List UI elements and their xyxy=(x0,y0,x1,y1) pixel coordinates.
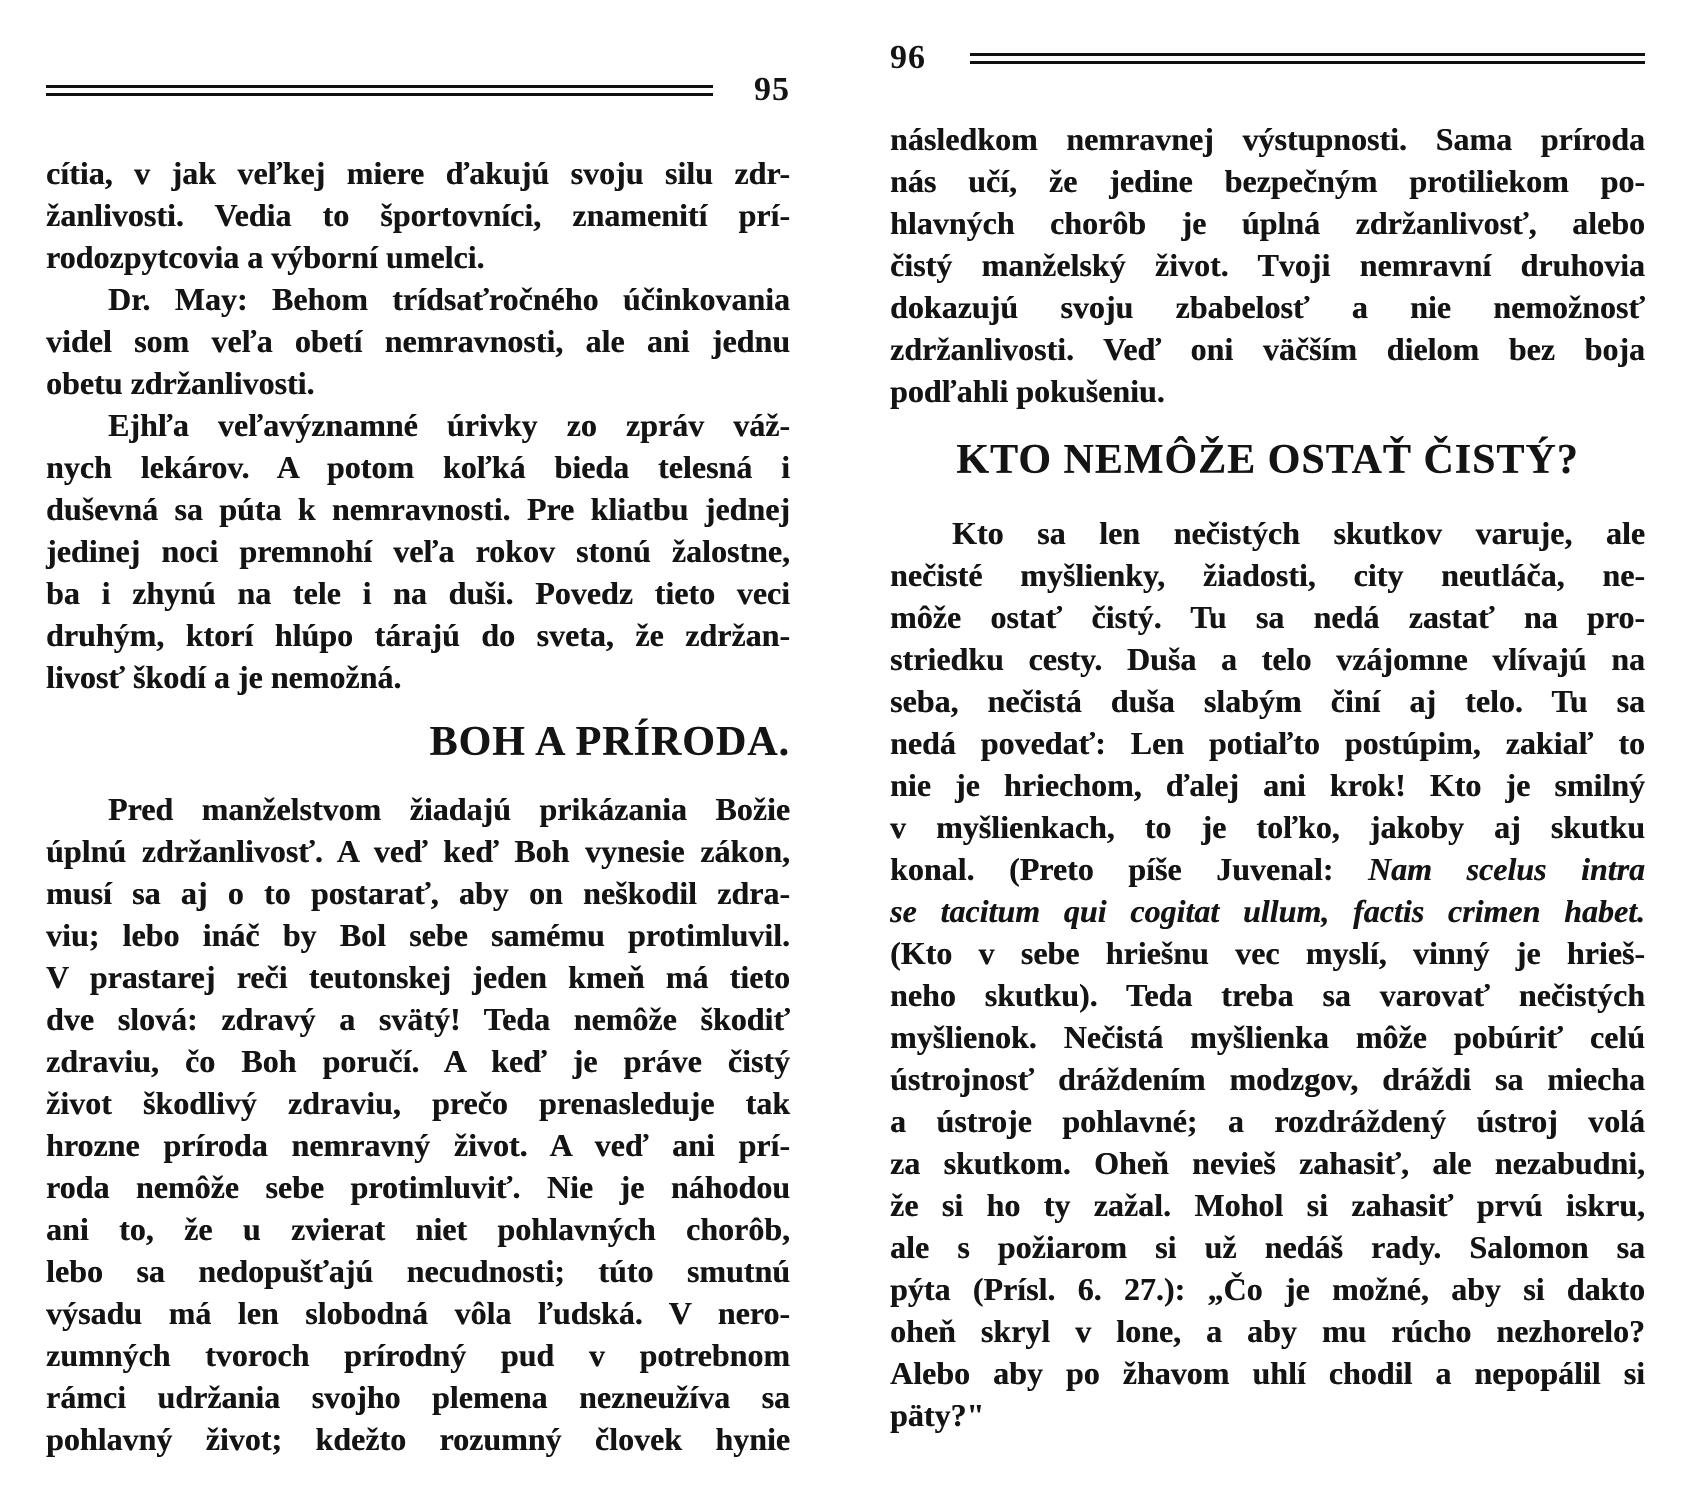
paragraph xyxy=(890,512,1645,1436)
text-line: päty?" xyxy=(890,1397,985,1433)
text-line: ani to, že u zvierat niet pohlavných chorôb, xyxy=(46,1211,790,1247)
text-line: nás učí, že jedine bezpečným protiliekom po- xyxy=(890,163,1645,199)
page-96 xyxy=(890,0,1645,1500)
latin-quote-segment: Nam scelus intra xyxy=(1367,851,1646,887)
text-line: videl som veľa obetí nemravnosti, ale ani jednu xyxy=(46,323,790,359)
text-line: (Kto v sebe hriešnu vec myslí, vinný je hrieš- xyxy=(890,935,1645,971)
text-line: za skutkom. Oheň nevieš zahasiť, ale nezabudni, xyxy=(890,1145,1645,1181)
text-line: druhým, ktorí hlúpo tárajú do sveta, že zdržan- xyxy=(46,617,790,653)
page-number-96: 96 xyxy=(890,39,926,76)
page-95-header xyxy=(46,72,790,108)
header-rule xyxy=(46,85,713,96)
text-line xyxy=(890,848,1645,890)
text-line xyxy=(890,890,1645,932)
text-line: dve slová: zdravý a svätý! Teda nemôže škodiť xyxy=(46,1001,790,1037)
header-rule xyxy=(970,53,1645,64)
text-line: Pred manželstvom žiadajú prikázania Božie xyxy=(108,791,790,827)
page-96-header xyxy=(890,40,1645,76)
text-line: musí sa aj o to postarať, aby on neškodil zdra- xyxy=(46,875,790,911)
paragraph xyxy=(46,404,790,698)
text-line: nie je hriechom, ďalej ani krok! Kto je smilný xyxy=(890,767,1645,803)
text-line: v myšlienkach, to je toľko, jakoby aj skutku xyxy=(890,809,1645,845)
text-line: neho skutku). Teda treba sa varovať nečistých xyxy=(890,977,1645,1013)
text-line: môže ostať čistý. Tu sa nedá zastať na pro- xyxy=(890,599,1645,635)
text-line: výsadu má len slobodná vôla ľudská. V nero- xyxy=(46,1295,790,1331)
text-line: dokazujú svoju zbabelosť a nie nemožnosť xyxy=(890,289,1645,325)
text-line: rámci udržania svojho plemena nezneužíva sa xyxy=(46,1379,790,1415)
text-line: pýta (Prísl. 6. 27.): „Čo je možné, aby si dakto xyxy=(890,1271,1645,1307)
text-line: čistý manželský život. Tvoji nemravní druhovia xyxy=(890,247,1645,283)
text-line: ale s požiarom si už nedáš rady. Salomon sa xyxy=(890,1229,1645,1265)
text-line: duševná sa púta k nemravnosti. Pre kliatbu jednej xyxy=(46,491,790,527)
text-line: zdržanlivosti. Veď oni väčším dielom bez boja xyxy=(890,331,1645,367)
text-line: následkom nemravnej výstupnosti. Sama príroda xyxy=(890,121,1645,157)
page-95 xyxy=(46,0,790,1500)
text-line: nych lekárov. A potom koľká bieda telesná i xyxy=(46,449,790,485)
text-line: viu; lebo ináč by Bol sebe samému protimluvil. xyxy=(46,917,790,953)
text-line: roda nemôže sebe protimluviť. Nie je náhodou xyxy=(46,1169,790,1205)
text-line: život škodlivý zdraviu, prečo prenasleduje tak xyxy=(46,1085,790,1121)
text-line: a ústroje pohlavné; a rozdráždený ústroj volá xyxy=(890,1103,1645,1139)
paragraph xyxy=(46,152,790,278)
text-line: livosť škodí a je nemožná. xyxy=(46,659,402,695)
text-line: hrozne príroda nemravný život. A veď ani prí- xyxy=(46,1127,790,1163)
text-line: Alebo aby po žhavom uhlí chodil a nepopálil si xyxy=(890,1355,1645,1391)
text-line: ba i zhynú na tele i na duši. Povedz tieto veci xyxy=(46,575,790,611)
text-line: myšlienok. Nečistá myšlienka môže pobúriť celú xyxy=(890,1019,1645,1055)
text-line: seba, nečistá duša slabým činí aj telo. Tu sa xyxy=(890,683,1645,719)
text-line: že si ho ty zažal. Mohol si zahasiť prvú iskru, xyxy=(890,1187,1645,1223)
text-line: Kto sa len nečistých skutkov varuje, ale xyxy=(952,515,1645,551)
text-line: ústrojnosť dráždením modzgov, dráždi sa miecha xyxy=(890,1061,1645,1097)
paragraph xyxy=(46,278,790,404)
section-heading: KTO NEMÔŽE OSTAŤ ČISTÝ? xyxy=(956,437,1579,483)
text-line: cítia, v jak veľkej miere ďakujú svoju silu zdr- xyxy=(46,155,790,191)
text-line: oheň skryl v lone, a aby mu rúcho nezhorelo? xyxy=(890,1313,1645,1349)
text-line: nedá povedať: Len potiaľto postúpim, zakiaľ to xyxy=(890,725,1645,761)
text-line: jedinej noci premnohí veľa rokov stonú žalostne, xyxy=(46,533,790,569)
text-line: hlavných chorôb je úplná zdržanlivosť, alebo xyxy=(890,205,1645,241)
latin-quote-segment: se tacitum qui cogitat ullum, factis crimen habet. xyxy=(890,893,1645,929)
text-line: podľahli pokušeniu. xyxy=(890,373,1165,409)
page-95-text xyxy=(46,152,790,1460)
text-segment: konal. (Preto píše Juvenal: xyxy=(890,851,1368,887)
text-line: zumných tvoroch prírodný pud v potrebnom xyxy=(46,1337,790,1373)
text-line: Ejhľa veľavýznamné úrivky zo zpráv váž- xyxy=(108,407,790,443)
text-line: pohlavný život; kdežto rozumný človek hynie xyxy=(46,1421,790,1457)
text-line: nečisté myšlienky, žiadosti, city neutláča, ne- xyxy=(890,557,1645,593)
text-line: Dr. May: Behom trídsaťročného účinkovania xyxy=(108,281,790,317)
text-line: žanlivosti. Vedia to športovníci, znamenití prí- xyxy=(46,197,790,233)
paragraph xyxy=(46,788,790,1460)
page-number-95: 95 xyxy=(754,71,790,108)
text-line: striedku cesty. Duša a telo vzájomne vlívajú na xyxy=(890,641,1645,677)
text-line: rodozpytcovia a výborní umelci. xyxy=(46,239,485,275)
text-line: úplnú zdržanlivosť. A veď keď Boh vynesie zákon, xyxy=(46,833,790,869)
text-line: lebo sa nedopušťajú necudnosti; túto smutnú xyxy=(46,1253,790,1289)
page-96-text xyxy=(890,118,1645,1436)
text-line: V prastarej reči teutonskej jeden kmeň má tieto xyxy=(46,959,790,995)
text-line: obetu zdržanlivosti. xyxy=(46,365,315,401)
text-line: zdraviu, čo Boh poručí. A keď je práve čistý xyxy=(46,1043,790,1079)
paragraph xyxy=(890,118,1645,412)
section-heading: BOH A PRÍRODA. xyxy=(429,719,790,765)
